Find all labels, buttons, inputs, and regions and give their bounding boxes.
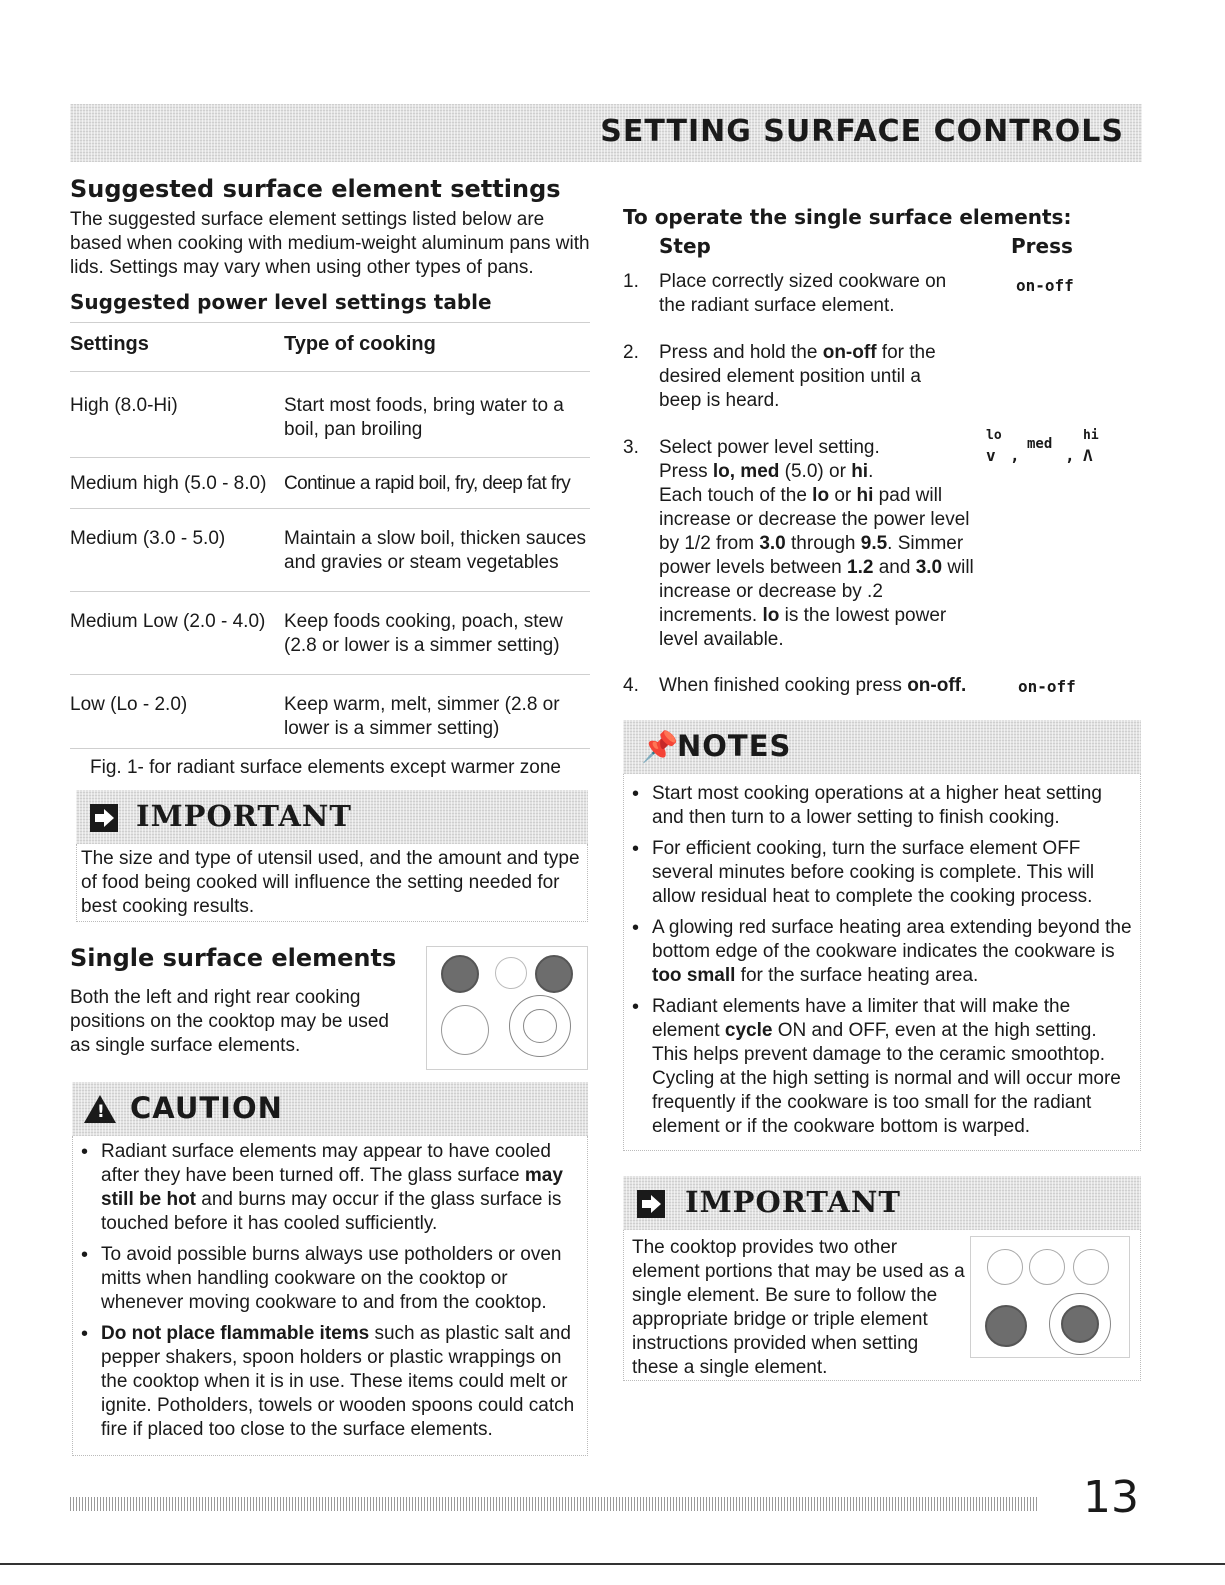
page-number: 13 bbox=[1083, 1472, 1139, 1523]
press-lo-label: lo bbox=[986, 428, 1002, 443]
operate-heading: To operate the single surface elements: bbox=[623, 205, 1072, 229]
settings-table bbox=[70, 322, 590, 749]
type-cell: Keep foods cooking, poach, stew (2.8 or lower is a simmer setting) bbox=[284, 611, 563, 656]
suggested-intro: The suggested surface element settings listed below are based when cooking with medium-weight aluminum pans with lids. Settings may vary when using other types of pans. bbox=[70, 209, 590, 278]
column-header-type: Type of cooking bbox=[284, 333, 436, 355]
notes-box bbox=[623, 720, 1141, 1151]
important-text: The cooktop provides two other element portions that may be used as a single element. Be sure to follow the appropriate bridge or triple element instructions provided when setting these a single element. bbox=[632, 1237, 965, 1378]
important-body bbox=[623, 1230, 1141, 1381]
column-header-settings: Settings bbox=[70, 333, 149, 355]
type-cell: Start most foods, bring water to a boil, pan broiling bbox=[284, 395, 564, 440]
press-med-button[interactable]: med bbox=[1027, 436, 1053, 452]
note-item: • For efficient cooking, turn the surface element OFF several minutes before cooking is complete. This will allow residual heat to complete the cooking process. bbox=[626, 837, 1134, 909]
single-text: Both the left and right rear cooking positions on the cooktop may be used as single surface elements. bbox=[70, 987, 389, 1056]
burner-center bbox=[1029, 1249, 1065, 1285]
table-row bbox=[70, 372, 590, 458]
type-cell: Maintain a slow boil, thicken sauces and gravies or steam vegetables bbox=[284, 528, 587, 573]
press-comma: , bbox=[1065, 446, 1075, 465]
setting-cell: Medium (3.0 - 5.0) bbox=[70, 528, 226, 549]
arrow-right-icon bbox=[90, 804, 118, 832]
important-box-right bbox=[623, 1176, 1141, 1381]
table-row bbox=[70, 509, 590, 592]
note-item: • Radiant elements have a limiter that will make the element cycle ON and OFF, even at the high setting. This helps prevent damage to the ceramic smoothtop. Cycling at the high setting is normal and will occur more frequently if the cookware is too small for the radiant element or if the cookware bottom is warped. bbox=[626, 995, 1134, 1139]
pushpin-icon: 📌 bbox=[641, 731, 679, 764]
burner-left-front bbox=[441, 1005, 489, 1055]
single-heading: Single surface elements bbox=[70, 944, 397, 972]
header-banner bbox=[70, 104, 1142, 162]
caution-box bbox=[72, 1082, 588, 1456]
table-row bbox=[70, 592, 590, 675]
caution-item: • Radiant surface elements may appear to have cooled after they have been turned off. The glass surface may still be hot and burns may occur if the glass surface is touched before it has cooled sufficiently. bbox=[75, 1140, 583, 1236]
caution-item: • Do not place flammable items such as plastic salt and pepper shakers, spoon holders or plastic wrappings on the cooktop when it is in use. These items could melt or ignite. Potholders, towels or wooden spoons could catch fire if placed too close to the surface elements. bbox=[75, 1322, 583, 1442]
table-caption: Fig. 1- for radiant surface elements except warmer zone bbox=[90, 757, 561, 778]
setting-cell: High (8.0-Hi) bbox=[70, 395, 178, 416]
type-cell: Continue a rapid boil, fry, deep fat fry bbox=[284, 473, 571, 494]
table-row bbox=[70, 458, 590, 509]
caution-title: CAUTION bbox=[130, 1091, 283, 1125]
arrow-right-icon bbox=[637, 1190, 665, 1218]
table-heading: Suggested power level settings table bbox=[70, 290, 492, 314]
important-banner bbox=[76, 790, 588, 844]
setting-cell: Low (Lo - 2.0) bbox=[70, 694, 188, 715]
press-column-header: Press bbox=[1011, 234, 1073, 258]
table-row bbox=[70, 675, 590, 749]
warning-icon: ! bbox=[84, 1095, 116, 1123]
cooktop-diagram bbox=[426, 946, 588, 1070]
setting-cell: Medium high (5.0 - 8.0) bbox=[70, 473, 267, 494]
hi-up-arrow[interactable]: Λ bbox=[1083, 446, 1093, 465]
table-header-row bbox=[70, 323, 590, 372]
bottom-divider bbox=[0, 1563, 1225, 1565]
caution-item: • To avoid possible burns always use potholders or oven mitts when handling cookware on the cooktop or whenever moving cookware to and from the cooktop. bbox=[75, 1243, 583, 1315]
note-item: • A glowing red surface heating area extending beyond the bottom edge of the cookware indicates the cookware is too small for the surface heating area. bbox=[626, 916, 1134, 988]
press-comma: , bbox=[1010, 446, 1020, 465]
burner-right-rear bbox=[1073, 1249, 1109, 1285]
important-title: IMPORTANT bbox=[136, 799, 352, 833]
burner-center bbox=[495, 957, 527, 989]
press-on-off-1: on-off bbox=[1016, 276, 1074, 295]
suggested-heading: Suggested surface element settings bbox=[70, 175, 561, 203]
lo-down-arrow[interactable]: v bbox=[986, 446, 996, 465]
burner-left-front bbox=[985, 1305, 1027, 1347]
important-box-left bbox=[76, 790, 588, 922]
note-item: • Start most cooking operations at a higher heat setting and then turn to a lower setting to finish cooking. bbox=[626, 782, 1134, 830]
burner-left-rear bbox=[441, 955, 479, 993]
step-column-header: Step bbox=[659, 234, 711, 258]
type-cell: Keep warm, melt, simmer (2.8 or lower is a simmer setting) bbox=[284, 694, 560, 739]
notes-body bbox=[623, 774, 1141, 1151]
setting-cell: Medium Low (2.0 - 4.0) bbox=[70, 611, 266, 632]
notes-title: NOTES bbox=[677, 729, 792, 763]
caution-body bbox=[72, 1136, 588, 1456]
cooktop-diagram bbox=[970, 1236, 1130, 1358]
burner-right-rear bbox=[535, 955, 573, 993]
footer-bar bbox=[70, 1497, 1038, 1511]
press-on-off-4: on-off bbox=[1018, 677, 1076, 696]
caution-banner bbox=[72, 1082, 588, 1136]
burner-right-front-inner bbox=[1061, 1305, 1099, 1343]
press-hi-label: hi bbox=[1083, 428, 1099, 443]
burner-left-rear bbox=[987, 1249, 1023, 1285]
burner-right-front-inner bbox=[523, 1009, 557, 1043]
important-text: The size and type of utensil used, and the amount and type of food being cooked will influence the setting needed for best cooking results. bbox=[76, 844, 588, 922]
important-banner bbox=[623, 1176, 1141, 1230]
notes-banner bbox=[623, 720, 1141, 774]
page-title: SETTING SURFACE CONTROLS bbox=[600, 114, 1124, 149]
important-title: IMPORTANT bbox=[685, 1185, 901, 1219]
